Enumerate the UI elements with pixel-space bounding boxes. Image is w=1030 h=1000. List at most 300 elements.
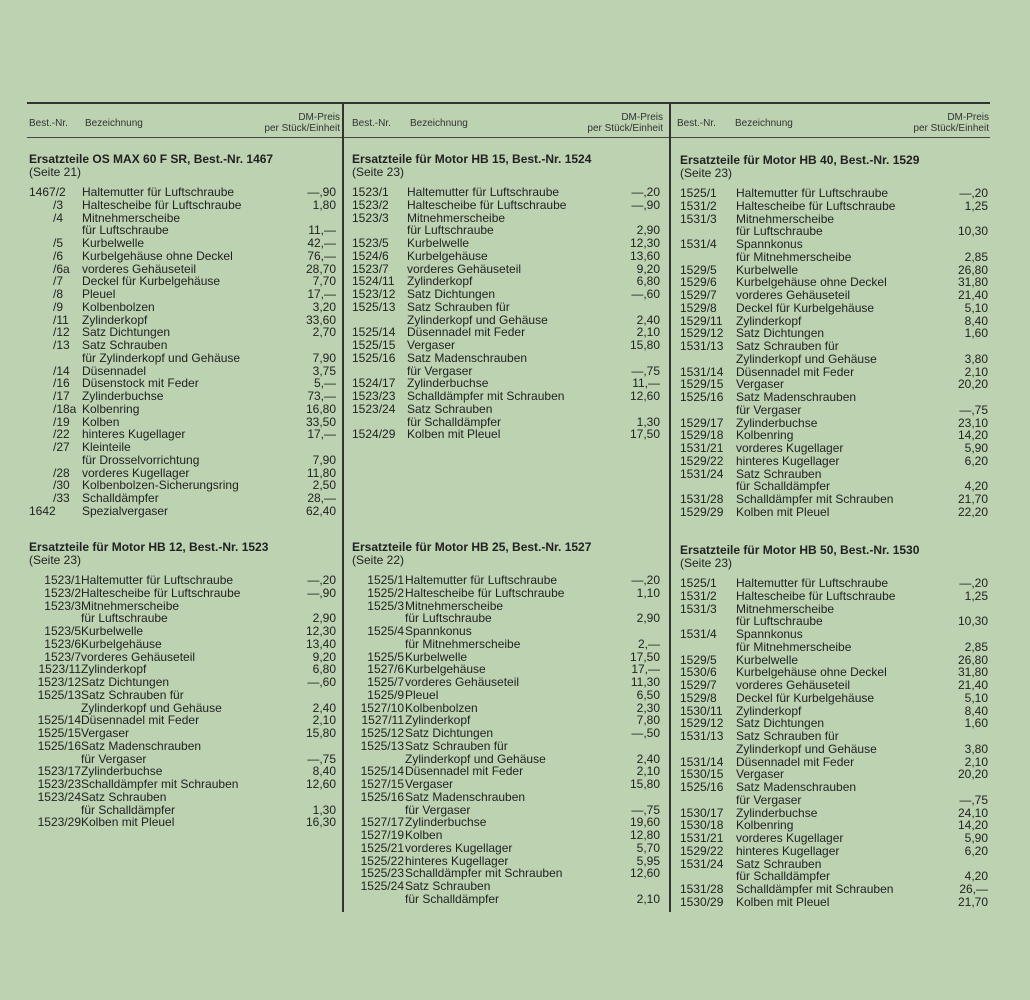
part-description: für Luftschraube xyxy=(407,223,494,238)
part-price: 26,80 xyxy=(957,652,988,667)
part-row xyxy=(680,590,988,603)
part-row xyxy=(352,893,660,906)
header-best-nr: Best.-Nr. xyxy=(677,118,716,129)
part-row xyxy=(29,428,336,441)
part-row xyxy=(29,224,336,237)
part-description: Satz Madenschrauben xyxy=(407,350,528,365)
section-page-ref: (Seite 23) xyxy=(680,556,733,570)
part-number: /22 xyxy=(53,427,70,442)
part-number: 1523/3 xyxy=(352,210,389,225)
part-row xyxy=(680,238,988,251)
part-description: vorderes Kugellager xyxy=(736,441,844,455)
part-number: 1523/2 xyxy=(44,585,81,600)
part-number: /17 xyxy=(53,389,70,403)
part-price: 21,40 xyxy=(957,678,988,692)
part-price: 2,50 xyxy=(312,478,336,493)
part-row xyxy=(29,250,336,263)
part-description: Düsennadel mit Feder xyxy=(407,325,526,340)
part-price: 11,— xyxy=(632,376,660,391)
part-description: Satz Schrauben xyxy=(407,401,493,416)
part-price: 6,80 xyxy=(636,274,660,289)
part-price: 12,80 xyxy=(629,828,660,842)
part-description: Haltescheibe für Luftschraube xyxy=(407,197,567,212)
part-description: Satz Schrauben für xyxy=(736,339,839,353)
part-number: /8 xyxy=(53,287,64,301)
part-price: 6,50 xyxy=(636,687,660,702)
section-page-ref: (Seite 23) xyxy=(680,166,733,180)
part-row xyxy=(680,315,988,328)
part-price: 2,30 xyxy=(636,700,660,715)
section-title: Ersatzteile für Motor HB 50, Best.-Nr. 1530 xyxy=(680,543,920,557)
part-description: vorderes Gehäuseteil xyxy=(405,675,520,689)
part-price: 17,50 xyxy=(629,649,660,664)
part-description: Satz Dichtungen xyxy=(81,675,170,689)
part-number: 1523/11 xyxy=(38,662,81,677)
part-description: Kleinteile xyxy=(82,440,131,454)
part-description: hinteres Kugellager xyxy=(736,453,840,468)
part-price: 13,60 xyxy=(629,248,660,263)
part-description: Mitnehmerscheibe xyxy=(736,211,835,226)
part-number: 1525/3 xyxy=(367,598,404,613)
part-description: vorderes Kugellager xyxy=(405,840,513,855)
part-description: Spannkonus xyxy=(405,624,472,638)
part-price: —,60 xyxy=(307,675,336,689)
part-price: 1,30 xyxy=(636,414,660,429)
part-price: 14,20 xyxy=(957,818,988,833)
part-description: Kurbelwelle xyxy=(405,649,468,664)
part-row xyxy=(29,505,336,518)
part-number: 1531/4 xyxy=(680,237,717,251)
part-row xyxy=(680,730,988,743)
part-number: 1525/15 xyxy=(37,726,81,740)
part-description: Kolben mit Pleuel xyxy=(736,504,830,519)
part-row xyxy=(352,212,660,225)
part-number: 1529/8 xyxy=(680,300,717,315)
part-price: —,20 xyxy=(307,573,336,587)
part-description: Haltemutter für Luftschraube xyxy=(736,576,889,590)
part-price: 1,80 xyxy=(312,197,336,212)
part-description: Deckel für Kurbelgehäuse xyxy=(82,274,221,289)
part-description: Schalldämpfer mit Schrauben xyxy=(81,777,239,791)
part-price: 2,10 xyxy=(636,891,660,906)
part-description: Satz Dichtungen xyxy=(407,287,496,301)
part-description: Satz Schrauben xyxy=(405,879,491,893)
part-description: Vergaser xyxy=(407,338,456,352)
part-price: 5,10 xyxy=(964,300,988,315)
part-row xyxy=(352,263,660,276)
part-description: Haltescheibe für Luftschraube xyxy=(405,585,565,600)
part-row xyxy=(29,237,336,250)
part-description: Zylinderkopf und Gehäuse xyxy=(407,312,548,327)
part-description: Haltescheibe für Luftschraube xyxy=(82,197,242,212)
part-row xyxy=(680,692,988,705)
part-row xyxy=(680,603,988,616)
part-number: 1525/13 xyxy=(352,299,396,314)
part-number: /4 xyxy=(53,210,64,225)
part-number: 1530/11 xyxy=(680,703,723,718)
part-number: 1525/21 xyxy=(360,840,404,855)
part-price: 73,— xyxy=(307,389,336,403)
part-row xyxy=(352,676,660,689)
part-number: 1529/15 xyxy=(680,377,724,392)
part-description: Kolbenring xyxy=(82,401,140,416)
part-description: vorderes Gehäuseteil xyxy=(407,261,522,276)
part-price: 2,85 xyxy=(964,249,988,264)
header-price: DM-Preis per Stück/Einheit xyxy=(264,112,340,134)
part-description: Satz Schrauben für xyxy=(405,738,508,753)
part-number: 1529/29 xyxy=(680,504,724,519)
part-number: 1525/7 xyxy=(367,675,404,689)
part-description: für Mitnehmerscheibe xyxy=(736,639,852,654)
part-price: 1,30 xyxy=(312,802,336,817)
part-description: Düsennadel xyxy=(82,363,147,378)
part-number: 1524/17 xyxy=(352,376,396,391)
part-price: 14,20 xyxy=(957,428,988,443)
part-number: 1524/11 xyxy=(352,274,395,289)
part-row xyxy=(352,352,660,365)
part-description: für Drosselvorrichtung xyxy=(82,452,200,467)
part-description: Kolbenring xyxy=(736,818,794,833)
part-number: 1531/3 xyxy=(680,601,717,616)
header-price: DM-Preis per Stück/Einheit xyxy=(587,112,663,134)
part-number: 1531/24 xyxy=(680,856,724,871)
part-number: /16 xyxy=(53,376,70,391)
part-row xyxy=(680,679,988,692)
part-number: 1525/1 xyxy=(680,576,717,590)
part-price: 7,90 xyxy=(312,452,336,467)
section-hb-12 xyxy=(29,540,336,829)
part-price: —,90 xyxy=(631,197,660,212)
section-page-ref: (Seite 23) xyxy=(352,165,405,179)
part-number: 1531/2 xyxy=(680,198,717,213)
part-number: 1525/1 xyxy=(680,186,717,200)
part-price: 5,90 xyxy=(964,441,988,455)
part-row xyxy=(680,615,988,628)
part-price: 2,10 xyxy=(312,713,336,728)
part-description: Haltemutter für Luftschraube xyxy=(81,573,234,587)
part-description: Satz Dichtungen xyxy=(405,726,494,740)
part-row xyxy=(29,479,336,492)
part-description: Kurbelwelle xyxy=(736,262,799,277)
part-description: Deckel für Kurbelgehäuse xyxy=(736,300,875,315)
part-description: Zylinderkopf xyxy=(405,713,471,728)
part-row xyxy=(352,237,660,250)
part-number: 1527/10 xyxy=(360,700,404,715)
part-price: —,90 xyxy=(307,585,336,600)
part-number: 1523/12 xyxy=(352,287,396,301)
part-price: —,90 xyxy=(307,185,336,199)
part-description: Mitnehmerscheibe xyxy=(405,598,504,613)
part-number: 1525/16 xyxy=(680,390,724,404)
part-row xyxy=(352,301,660,314)
column-header-2 xyxy=(352,104,663,137)
part-number: /28 xyxy=(53,465,70,480)
part-price: 76,— xyxy=(307,248,336,263)
part-row xyxy=(680,577,988,590)
part-price: 15,80 xyxy=(305,726,336,740)
part-description: Kurbelgehäuse xyxy=(81,636,162,651)
part-price: 2,85 xyxy=(964,639,988,654)
part-price: 11,80 xyxy=(306,465,336,480)
part-row xyxy=(352,689,660,702)
part-description: Zylinderbuchse xyxy=(405,815,487,830)
part-number: 1525/5 xyxy=(367,649,404,664)
part-price: 17,— xyxy=(631,662,660,677)
part-price: 2,40 xyxy=(636,312,660,327)
part-number: 1525/1 xyxy=(367,573,404,587)
part-number: 1525/14 xyxy=(360,764,404,779)
part-description: Haltescheibe für Luftschraube xyxy=(736,588,896,603)
part-price: 17,50 xyxy=(629,427,660,442)
part-row xyxy=(352,339,660,352)
part-number: /18a xyxy=(53,401,77,416)
part-price: 17,— xyxy=(307,287,336,301)
part-price: 13,40 xyxy=(305,636,336,651)
part-row xyxy=(352,842,660,855)
part-number: 1527/11 xyxy=(361,713,404,728)
part-row xyxy=(680,628,988,641)
part-price: 16,30 xyxy=(305,815,336,830)
part-price: 4,20 xyxy=(964,869,988,884)
part-description: Kolbenbolzen-Sicherungsring xyxy=(82,478,239,493)
part-row xyxy=(29,275,336,288)
part-number: 1529/12 xyxy=(680,326,724,341)
part-description: Kolben mit Pleuel xyxy=(407,427,501,442)
part-number: /30 xyxy=(53,478,70,493)
section-hb-15 xyxy=(352,152,660,441)
part-row xyxy=(29,288,336,301)
part-row xyxy=(680,251,988,264)
part-description: Zylinderkopf xyxy=(407,274,473,289)
part-number: /14 xyxy=(53,363,70,378)
part-number: 1523/6 xyxy=(44,636,81,651)
part-description: für Luftschraube xyxy=(405,611,492,626)
part-description: Satz Dichtungen xyxy=(736,716,825,731)
part-number: 1525/16 xyxy=(360,789,404,804)
part-number: 1531/21 xyxy=(680,441,724,455)
part-row xyxy=(680,832,988,845)
part-price: 3,80 xyxy=(964,741,988,756)
part-description: Pleuel xyxy=(82,287,116,301)
part-row xyxy=(29,587,336,600)
part-row xyxy=(680,883,988,896)
part-description: für Luftschraube xyxy=(736,224,823,239)
part-description: Kurbelgehäuse ohne Deckel xyxy=(736,665,887,680)
part-row xyxy=(352,250,660,263)
part-number: 1523/17 xyxy=(37,764,81,779)
part-row xyxy=(352,727,660,740)
part-description: für Luftschraube xyxy=(81,611,168,626)
part-price: 23,10 xyxy=(957,415,988,430)
part-price: 1,10 xyxy=(636,585,660,600)
part-row xyxy=(680,807,988,820)
part-number: 1527/17 xyxy=(360,815,404,830)
part-number: /12 xyxy=(53,325,70,340)
part-description: Satz Schrauben für xyxy=(81,687,184,702)
part-number: /9 xyxy=(53,299,64,314)
part-description: Deckel für Kurbelgehäuse xyxy=(736,690,875,705)
section-hb-25 xyxy=(352,540,660,906)
part-number: 1529/5 xyxy=(680,262,717,277)
header-rule xyxy=(27,137,990,138)
part-description: Satz Schrauben für xyxy=(407,299,510,314)
part-price: 1,60 xyxy=(964,716,988,731)
part-description: Satz Madenschrauben xyxy=(81,738,202,753)
part-number: 1525/23 xyxy=(360,866,404,881)
part-number: /6 xyxy=(53,248,64,263)
part-number: 1531/14 xyxy=(680,364,724,379)
part-description: Satz Schrauben xyxy=(82,338,168,352)
part-price: 19,60 xyxy=(629,815,660,830)
part-row xyxy=(680,289,988,302)
part-price: 15,80 xyxy=(629,338,660,352)
part-price: 7,70 xyxy=(312,274,336,289)
part-row xyxy=(352,326,660,339)
part-row xyxy=(680,506,988,519)
part-row xyxy=(29,301,336,314)
part-row xyxy=(29,778,336,791)
part-row xyxy=(29,492,336,505)
section-title: Ersatzteile für Motor HB 15, Best.-Nr. 1524 xyxy=(352,152,592,166)
part-description: vorderes Gehäuseteil xyxy=(81,649,196,664)
part-price: —,20 xyxy=(631,573,660,587)
part-price: 17,— xyxy=(307,427,336,442)
part-row xyxy=(29,727,336,740)
part-number: 1525/15 xyxy=(352,338,396,352)
part-row xyxy=(352,403,660,416)
part-number: 1525/13 xyxy=(360,738,404,753)
part-row xyxy=(352,880,660,893)
part-price: 12,60 xyxy=(629,389,660,403)
header-bezeichnung: Bezeichnung xyxy=(410,118,468,129)
part-description: Kolbenbolzen xyxy=(405,700,478,715)
part-price: 15,80 xyxy=(629,777,660,791)
part-row xyxy=(680,781,988,794)
part-price: 20,20 xyxy=(957,377,988,392)
part-description: Pleuel xyxy=(405,687,439,702)
part-row xyxy=(29,689,336,702)
part-description: Haltemutter für Luftschraube xyxy=(82,185,235,199)
part-number: 1531/24 xyxy=(680,466,724,481)
part-price: 5,95 xyxy=(636,853,660,868)
part-number: /11 xyxy=(53,312,69,327)
part-description: Kolbenring xyxy=(736,428,794,443)
part-description: Zylinderkopf und Gehäuse xyxy=(405,751,546,766)
part-price: 31,80 xyxy=(957,275,988,290)
part-row xyxy=(29,454,336,467)
part-description: für Schalldämpfer xyxy=(407,414,502,429)
part-description: vorderes Gehäuseteil xyxy=(82,261,197,276)
part-number: 1529/18 xyxy=(680,428,724,443)
part-description: Vergaser xyxy=(405,777,454,791)
part-description: Haltemutter für Luftschraube xyxy=(405,573,558,587)
part-price: 5,10 xyxy=(964,690,988,705)
part-price: 11,— xyxy=(308,223,336,238)
part-number: 1530/6 xyxy=(680,665,717,680)
part-description: hinteres Kugellager xyxy=(82,427,186,442)
part-number: 1523/23 xyxy=(352,389,396,403)
part-row xyxy=(680,705,988,718)
part-price: 12,30 xyxy=(305,624,336,638)
part-price: 1,25 xyxy=(964,198,988,213)
part-description: Spannkonus xyxy=(736,627,803,641)
part-number: 1531/28 xyxy=(680,882,724,896)
part-row xyxy=(352,778,660,791)
part-description: Vergaser xyxy=(81,726,130,740)
part-description: Haltemutter für Luftschraube xyxy=(736,186,889,200)
part-description: Mitnehmerscheibe xyxy=(736,601,835,616)
part-number: 1467/2 xyxy=(29,185,66,199)
part-number: 1525/16 xyxy=(680,780,724,794)
part-price: 6,20 xyxy=(964,843,988,858)
part-price: 5,90 xyxy=(964,831,988,845)
part-description: Satz Madenschrauben xyxy=(405,789,526,804)
part-description: Schalldämpfer xyxy=(82,491,159,505)
section-page-ref: (Seite 22) xyxy=(352,553,405,567)
part-row xyxy=(680,845,988,858)
part-description: Satz Dichtungen xyxy=(82,325,171,340)
part-description: hinteres Kugellager xyxy=(736,843,840,858)
part-row xyxy=(29,740,336,753)
part-row xyxy=(680,404,988,417)
part-price: 6,80 xyxy=(312,662,336,677)
part-row xyxy=(29,441,336,454)
part-description: Düsennadel mit Feder xyxy=(736,364,855,379)
part-description: hinteres Kugellager xyxy=(405,853,509,868)
part-row xyxy=(680,442,988,455)
part-description: Vergaser xyxy=(736,767,785,782)
column-header-3 xyxy=(677,104,989,137)
header-best-nr: Best.-Nr. xyxy=(29,118,68,129)
part-row xyxy=(680,225,988,238)
part-description: Satz Schrauben xyxy=(736,856,822,871)
part-row xyxy=(680,340,988,353)
part-number: 1525/22 xyxy=(360,853,404,868)
part-row xyxy=(352,740,660,753)
part-description: Kolben xyxy=(82,414,120,429)
part-row xyxy=(680,353,988,366)
part-description: für Zylinderkopf und Gehäuse xyxy=(82,350,241,365)
part-price: 10,30 xyxy=(957,614,988,629)
part-description: für Vergaser xyxy=(736,792,802,807)
part-price: 2,40 xyxy=(636,751,660,766)
section-os-max-60 xyxy=(29,152,336,518)
part-price: 2,70 xyxy=(312,325,336,340)
part-price: 33,60 xyxy=(305,312,336,327)
part-row xyxy=(680,756,988,769)
part-description: Zylinderbuchse xyxy=(82,389,164,403)
part-description: für Mitnehmerscheibe xyxy=(405,636,521,651)
part-number: 1525/13 xyxy=(37,687,81,702)
part-row xyxy=(680,200,988,213)
part-number: 1524/29 xyxy=(352,427,396,442)
part-row xyxy=(352,625,660,638)
part-number: 1523/7 xyxy=(352,261,389,276)
part-description: für Vergaser xyxy=(405,802,471,817)
section-title: Ersatzteile für Motor HB 25, Best.-Nr. 1527 xyxy=(352,540,592,554)
part-price: —,75 xyxy=(959,402,988,417)
part-description: Kolben mit Pleuel xyxy=(736,894,830,909)
section-title: Ersatzteile für Motor HB 40, Best.-Nr. 1529 xyxy=(680,153,920,167)
part-description: Satz Schrauben xyxy=(736,466,822,481)
part-number: 1529/12 xyxy=(680,716,724,731)
part-description: Mitnehmerscheibe xyxy=(81,598,180,613)
part-description: Zylinderbuchse xyxy=(736,805,818,820)
part-description: vorderes Gehäuseteil xyxy=(736,288,851,302)
part-description: Kurbelgehäuse ohne Deckel xyxy=(82,248,233,263)
part-price: 2,10 xyxy=(964,754,988,769)
part-description: für Schalldämpfer xyxy=(81,802,176,817)
